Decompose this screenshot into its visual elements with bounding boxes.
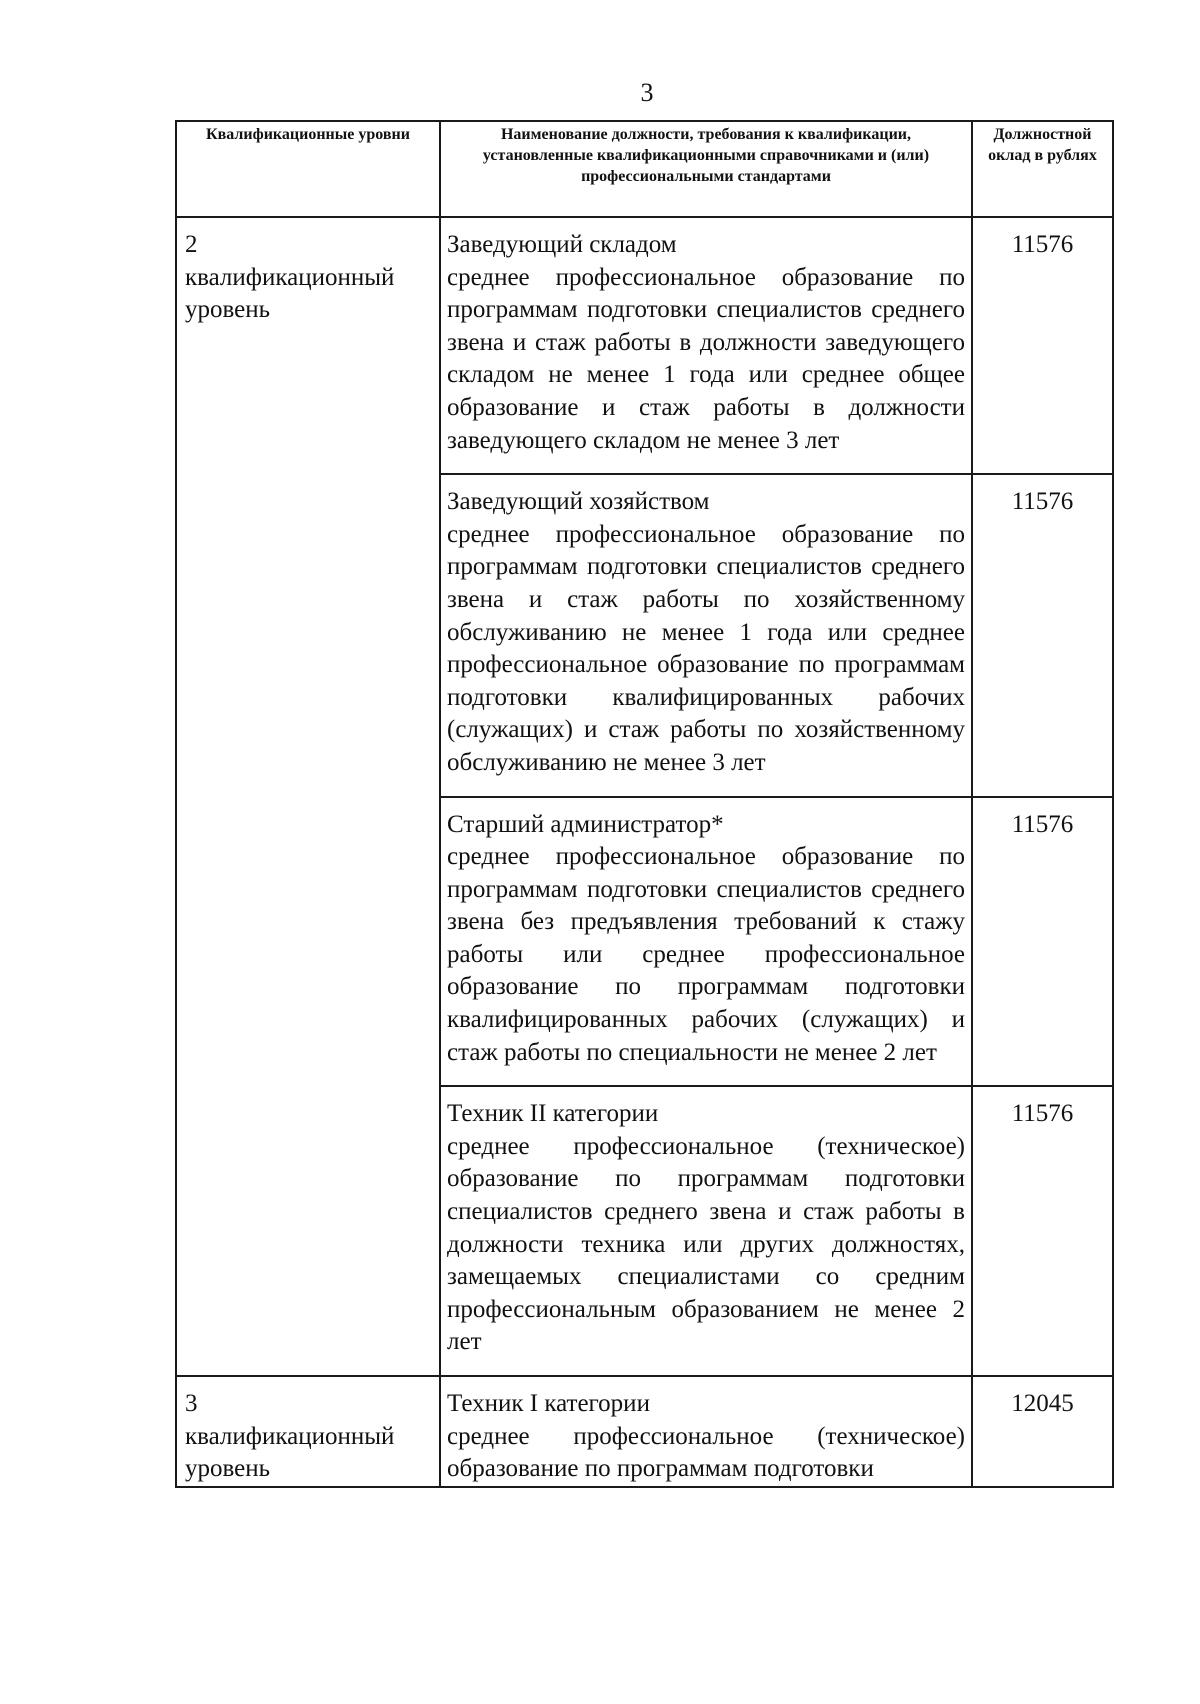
table-row bbox=[176, 1376, 1113, 1487]
position-requirements: среднее профессиональное образование по программам подготовки специалистов среднего звена и стаж работы по хозяйственному обслуживанию не менее 1 года или среднее профессиональное образование по программам подготовки квалифицированных рабочих (служащих) и стаж работы по хозяйственному обслуживанию не менее 3 лет bbox=[447, 520, 965, 776]
salary-cell: 11576 bbox=[972, 474, 1113, 796]
position-requirements: среднее профессиональное образование по программам подготовки специалистов среднего звена без предъявления требований к стажу работы или среднее профессиональное образование по программам подготовки квалифицированных рабочих (служащих) и стаж работы по специальности не менее 2 лет bbox=[447, 843, 965, 1066]
level-word: квалификационный bbox=[185, 1422, 395, 1450]
position-title: Техник II категории bbox=[447, 1100, 659, 1128]
page-number: 3 bbox=[640, 78, 654, 107]
level-number: 2 bbox=[185, 231, 198, 258]
position-title: Старший администратор* bbox=[447, 810, 724, 838]
position-title: Заведующий складом bbox=[447, 231, 677, 258]
salary-cell: 11576 bbox=[972, 797, 1113, 1087]
position-requirements: среднее профессиональное (техническое) образование по программам подготовки специалистов среднего звена и стаж работы в должности техника или других должностях, замещаемых специалистами со средним профессиональным образованием не менее 2 лет bbox=[447, 1132, 965, 1356]
position-cell bbox=[440, 797, 972, 1087]
level-cell bbox=[176, 217, 440, 1376]
position-cell bbox=[440, 217, 972, 474]
table-header bbox=[176, 121, 1113, 217]
position-cell bbox=[440, 1086, 972, 1376]
level-suffix: уровень bbox=[185, 296, 271, 324]
position-requirements: среднее профессиональное (техническое) образование по программам подготовки bbox=[447, 1422, 965, 1483]
table-row bbox=[176, 217, 1113, 474]
position-cell bbox=[440, 1376, 972, 1487]
table-body bbox=[176, 217, 1113, 1487]
level-suffix: уровень bbox=[185, 1455, 271, 1483]
salary-cell: 11576 bbox=[972, 217, 1113, 474]
header-salary: Должностной оклад в рублях bbox=[972, 121, 1113, 217]
position-title: Заведующий хозяйством bbox=[447, 488, 710, 516]
qualification-table bbox=[175, 120, 1114, 1488]
position-title: Техник I категории bbox=[447, 1390, 650, 1417]
level-number: 3 bbox=[185, 1390, 198, 1417]
header-row bbox=[176, 121, 1113, 217]
salary-cell: 11576 bbox=[972, 1086, 1113, 1376]
level-cell bbox=[176, 1376, 440, 1487]
salary-cell: 12045 bbox=[972, 1376, 1113, 1487]
header-position: Наименование должности, требования к квалификации, установленные квалификационными справочниками и (или) профессиональными стандартами bbox=[440, 121, 972, 217]
header-levels: Квалификационные уровни bbox=[176, 121, 440, 217]
position-cell bbox=[440, 474, 972, 796]
level-word: квалификационный bbox=[185, 263, 395, 291]
position-requirements: среднее профессиональное образование по программам подготовки специалистов среднего звена и стаж работы в должности заведующего складом не менее 1 года или среднее общее образование и стаж работы в должности заведующего складом не менее 3 лет bbox=[447, 263, 965, 454]
